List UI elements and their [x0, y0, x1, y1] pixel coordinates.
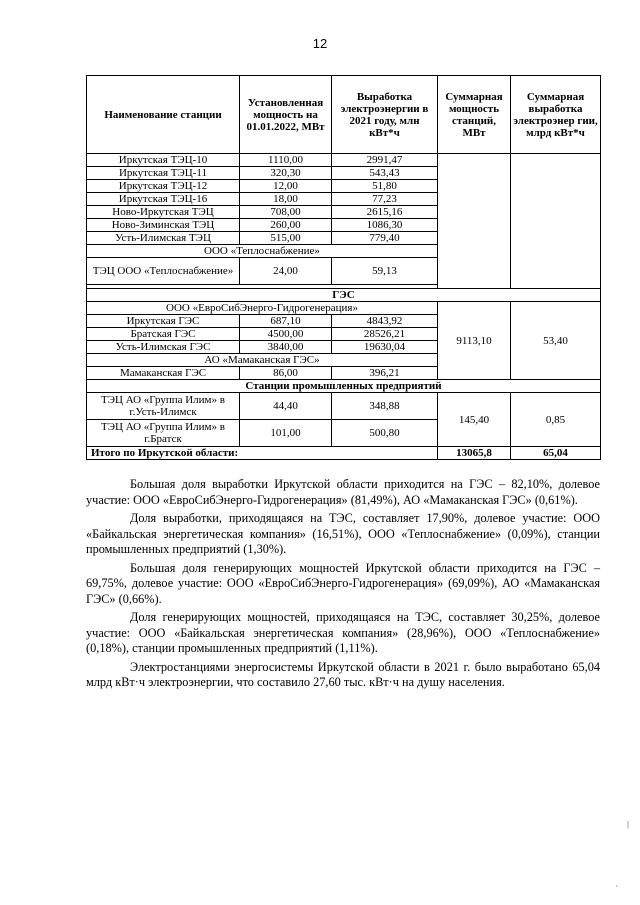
header-name: Наименование станции [87, 76, 240, 154]
station-output: 2615,16 [332, 206, 438, 219]
station-capacity: 4500,00 [240, 328, 332, 341]
station-name: Иркутская ТЭЦ-12 [87, 180, 240, 193]
station-output: 500,80 [332, 420, 438, 447]
header-capacity: Установленная мощность на 01.01.2022, МВт [240, 76, 332, 154]
station-name: Братская ГЭС [87, 328, 240, 341]
tpp-empty-total-capacity [438, 154, 511, 289]
station-output: 51,80 [332, 180, 438, 193]
table-row [87, 154, 601, 167]
station-name: Ново-Зиминская ТЭЦ [87, 219, 240, 232]
station-capacity: 3840,00 [240, 341, 332, 354]
section-hpp: ГЭС [87, 289, 601, 302]
main-total-capacity: 9113,10 [438, 302, 511, 380]
station-capacity: 1110,00 [240, 154, 332, 167]
station-capacity: 515,00 [240, 232, 332, 245]
station-name: Иркутская ТЭЦ-16 [87, 193, 240, 206]
station-capacity: 44,40 [240, 393, 332, 420]
paragraph: Доля выработки, приходящаяся на ТЭС, составляет 17,90%, долевое участие: ООО «Байкальская энергетическая компания» (16,51%), ООО «Теплоснабжение» (0,09%), станции промышленных предприятий (1,30%). [86, 511, 600, 556]
header-row [87, 76, 601, 154]
station-name: Усть-Илимская ТЭЦ [87, 232, 240, 245]
station-capacity: 708,00 [240, 206, 332, 219]
section-industrial: Станции промышленных предприятий [87, 380, 601, 393]
station-name: Мамаканская ГЭС [87, 367, 240, 380]
station-name: ТЭЦ ООО «Теплоснабжение» [87, 258, 240, 285]
station-capacity: 320,30 [240, 167, 332, 180]
scan-mark: ' [616, 884, 618, 893]
header-total-capacity: Суммарная мощность станций, МВт [438, 76, 511, 154]
station-output: 1086,30 [332, 219, 438, 232]
main-total-output: 53,40 [511, 302, 601, 380]
station-output: 348,88 [332, 393, 438, 420]
body-text [86, 477, 600, 694]
group-mamakan: АО «Мамаканская ГЭС» [87, 354, 438, 367]
station-name: Усть-Илимская ГЭС [87, 341, 240, 354]
grand-total-row [87, 447, 601, 460]
station-output: 543,43 [332, 167, 438, 180]
power-stations-table [86, 75, 601, 460]
station-name: Иркутская ТЭЦ-11 [87, 167, 240, 180]
section-row [87, 380, 601, 393]
station-capacity: 260,00 [240, 219, 332, 232]
station-output: 4843,92 [332, 315, 438, 328]
grand-total-output: 65,04 [511, 447, 601, 460]
station-name: Иркутская ГЭС [87, 315, 240, 328]
paragraph: Большая доля генерирующих мощностей Иркутской области приходится на ГЭС – 69,75%, долевое участие: ООО «ЕвроСибЭнерго-Гидрогенерация» (69,09%), АО «Мамаканская ГЭС» (0,66%). [86, 560, 600, 606]
page-number: 12 [312, 36, 328, 51]
group-teplo: ООО «Теплоснабжение» [87, 245, 438, 258]
station-capacity: 86,00 [240, 367, 332, 380]
grand-total-capacity: 13065,8 [438, 447, 511, 460]
station-output: 779,40 [332, 232, 438, 245]
station-capacity: 24,00 [240, 258, 332, 285]
station-output: 77,23 [332, 193, 438, 206]
station-output: 28526,21 [332, 328, 438, 341]
tpp-empty-total-output [511, 154, 601, 289]
station-name: Ново-Иркутская ТЭЦ [87, 206, 240, 219]
group-eurosib: ООО «ЕвроСибЭнерго-Гидрогенерация» [87, 302, 438, 315]
station-output: 396,21 [332, 367, 438, 380]
paragraph: Доля генерирующих мощностей, приходящаяся на ТЭС, составляет 30,25%, долевое участие: ООО «Байкальская энергетическая компания» (28,96%), ООО «Теплоснабжение» (0,18%), станции промышленных предприятий (1,11%). [86, 610, 600, 655]
table-row [87, 393, 601, 420]
station-name: ТЭЦ АО «Группа Илим» в г.Усть-Илимск [87, 393, 240, 420]
paragraph: Электростанциями энергосистемы Иркутской области в 2021 г. было выработано 65,04 млрд кВт·ч электроэнергии, что составило 27,60 тыс. кВт·ч на душу населения. [86, 659, 600, 689]
station-capacity: 12,00 [240, 180, 332, 193]
station-capacity: 18,00 [240, 193, 332, 206]
station-name: ТЭЦ АО «Группа Илим» в г.Братск [87, 420, 240, 447]
station-capacity: 687,10 [240, 315, 332, 328]
station-name: Иркутская ТЭЦ-10 [87, 154, 240, 167]
grand-total-label: Итого по Иркутской области: [87, 447, 438, 460]
station-output: 2991,47 [332, 154, 438, 167]
paragraph: Большая доля выработки Иркутской области приходится на ГЭС – 82,10%, долевое участие: ООО «ЕвроСибЭнерго-Гидрогенерация» (81,49%), АО «Мамаканская ГЭС» (0,61%). [86, 477, 600, 507]
industrial-total-capacity: 145,40 [438, 393, 511, 447]
group-row [87, 302, 601, 315]
industrial-total-output: 0,85 [511, 393, 601, 447]
header-output: Выработка электроэнергии в 2021 году, млн кВт*ч [332, 76, 438, 154]
station-capacity: 101,00 [240, 420, 332, 447]
station-output: 59,13 [332, 258, 438, 285]
section-row [87, 289, 601, 302]
station-output: 19630,04 [332, 341, 438, 354]
scan-mark: | [627, 820, 630, 829]
header-total-output: Суммарная выработка электроэнер гии, млрд кВт*ч [511, 76, 601, 154]
